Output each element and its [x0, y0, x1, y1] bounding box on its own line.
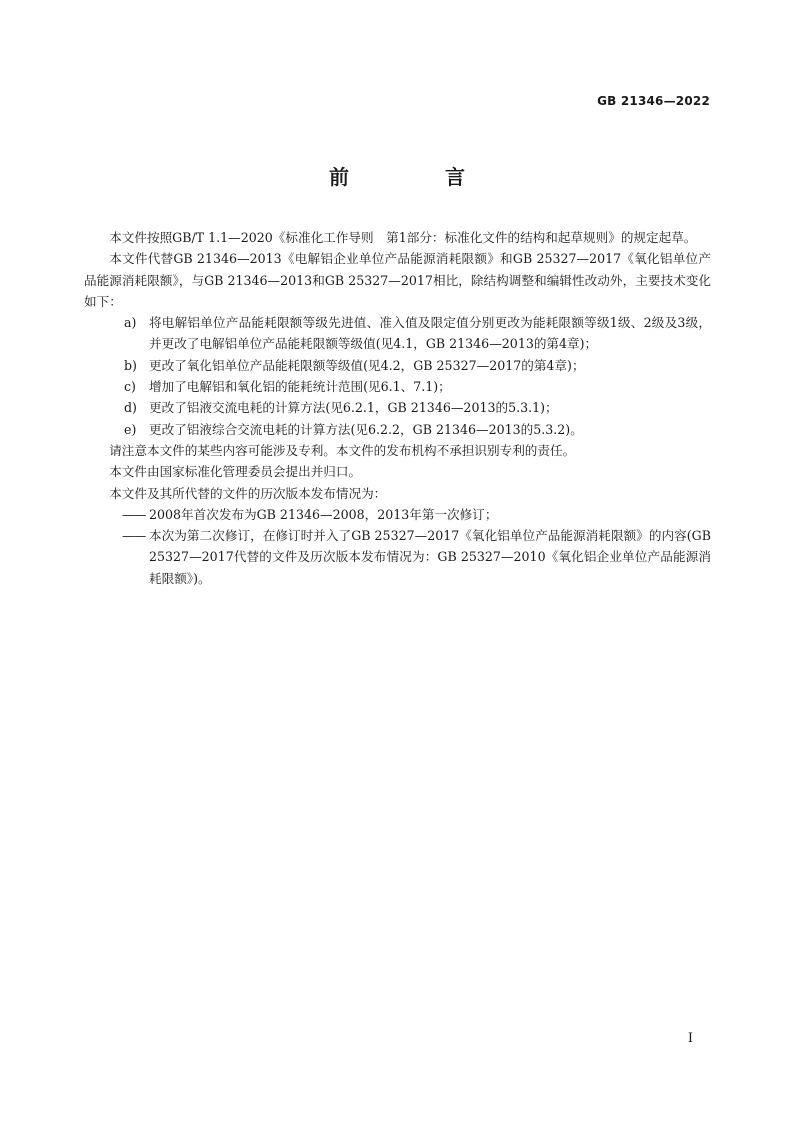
list-item-text: 更改了氧化铝单位产品能耗限额等级值(见4.2，GB 25327—2017的第4章)；: [149, 357, 585, 373]
list-item-text: 更改了铝液综合交流电耗的计算方法(见6.2.2，GB 21346—2013的5.3.2)。: [149, 421, 583, 437]
paragraph-replacement: 本文件代替GB 21346—2013《电解铝企业单位产品能源消耗限额》和GB 25327—2017《氧化铝单位产品能源消耗限额》，与GB 21346—2013和GB 25327—2017相比，除结构调整和编辑性改动外，主要技术变化如下：: [84, 251, 711, 309]
list-item-marker: b): [124, 357, 137, 373]
changes-list: [84, 312, 711, 440]
history-item-text: 2008年首次发布为GB 21346—2008，2013年第一次修订；: [149, 506, 498, 522]
paragraph-patent-notice: 请注意本文件的某些内容可能涉及专利。本文件的发布机构不承担识别专利的责任。: [109, 442, 576, 458]
dash-marker: ——: [122, 506, 146, 522]
list-item: [84, 419, 711, 440]
paragraph-proposer: 本文件由国家标准化管理委员会提出并归口。: [109, 464, 362, 480]
history-item: [84, 504, 711, 525]
list-item-marker: a): [124, 315, 137, 331]
list-item-marker: e): [124, 421, 137, 437]
history-item: [84, 525, 711, 589]
dash-marker: ——: [122, 528, 146, 544]
list-item-text: 将电解铝单位产品能耗限额等级先进值、准入值及限定值分别更改为能耗限额等级1级、2级及3级，并更改了电解铝单位产品能耗限额等级值(见4.1，GB 21346—2013的第4章)；: [149, 315, 711, 352]
list-item-text: 增加了电解铝和氧化铝的能耗统计范围(见6.1、7.1)；: [149, 379, 451, 395]
list-item: [84, 312, 711, 355]
list-item-text: 更改了铝液交流电耗的计算方法(见6.2.1，GB 21346—2013的5.3.1)；: [149, 400, 558, 416]
list-item-marker: c): [124, 379, 136, 395]
history-list: [84, 504, 711, 589]
history-item-text: 本次为第二次修订，在修订时并入了GB 25327—2017《氧化铝单位产品能源消耗限额》的内容(GB 25327—2017代替的文件及历次版本发布情况为：GB 25327—2010《氧化铝企业单位产品能源消耗限额》)。: [149, 528, 711, 586]
page-title: 前 言: [329, 165, 503, 189]
list-item-marker: d): [124, 400, 137, 416]
standard-code: GB 21346—2022: [597, 94, 710, 108]
list-item: [84, 376, 711, 397]
preface-body: [84, 227, 711, 589]
paragraph-history-intro: 本文件及其所代替的文件的历次版本发布情况为：: [109, 485, 387, 501]
page-number: I: [687, 1031, 693, 1046]
list-item: [84, 355, 711, 376]
paragraph-drafting-rules: 本文件按照GB/T 1.1—2020《标准化工作导则 第1部分：标准化文件的结构和起草规则》的规定起草。: [109, 230, 697, 245]
list-item: [84, 397, 711, 418]
